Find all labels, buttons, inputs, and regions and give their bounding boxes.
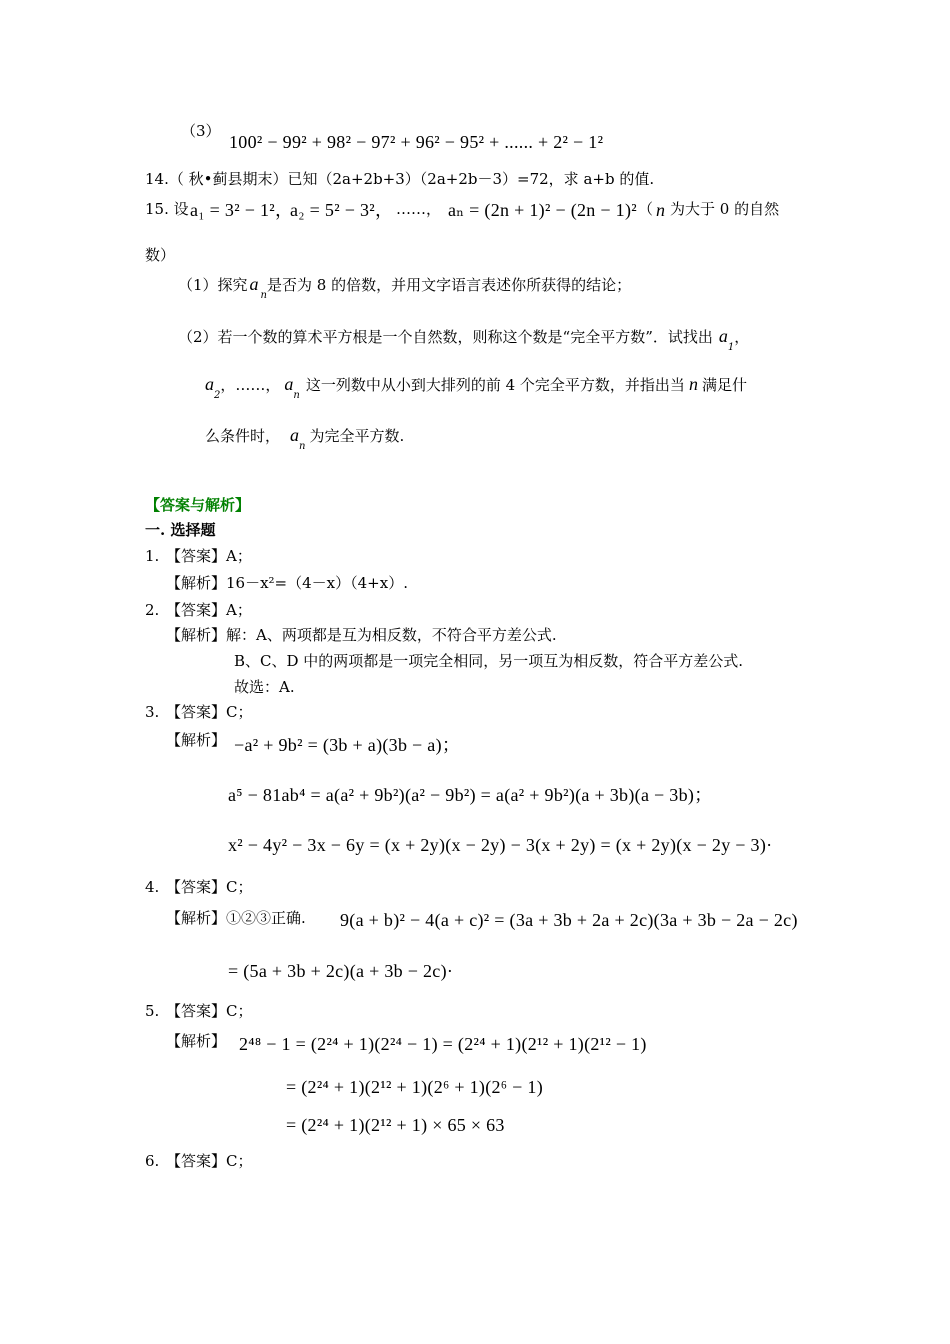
q15-part2c-text: 么条件时， (205, 427, 281, 445)
q15-part2b-tail: 满足什 (701, 376, 747, 394)
q15-dots: ……， (396, 200, 442, 218)
answer-5-ans: 【答案】C； (166, 1002, 253, 1020)
q15-paren: （ (638, 200, 654, 218)
answer-6-num: 6. (145, 1152, 160, 1170)
q15-part2-var: a (718, 326, 728, 346)
answer-4-line1: 9(a + b)² − 4(a + c)² = (3a + 3b + 2a + 2c)(3a + 3b − 2a − 2c) (340, 910, 798, 930)
q13-part3-label: （3） (181, 122, 221, 140)
q15-part2-comma: ， (734, 328, 750, 346)
question-14: 14.（ 秋•蓟县期末）已知（2a+2b+3）（2a+2b－3）=72，求 a+b 的值. (145, 170, 655, 188)
answer-5-line1: 2⁴⁸ − 1 = (2²⁴ + 1)(2²⁴ − 1) = (2²⁴ + 1)(2¹² + 1)(2¹² − 1) (239, 1034, 647, 1054)
q15-an: aₙ = (2n + 1)² − (2n − 1)² (448, 200, 637, 220)
q15-part2c-tail: 为完全平方数. (309, 427, 405, 445)
q15-part2 (178, 326, 750, 353)
q15-prefix: 15. 设 (145, 200, 189, 218)
answer-3-line1: −a² + 9b² = (3b + a)(3b − a)； (234, 735, 461, 755)
answer-2-exp2: B、C、D 中的两项都是一项完全相同，另一项互为相反数，符合平方差公式. (234, 652, 744, 670)
q15-part2b-n: n (688, 374, 698, 394)
q15-part2-line3 (205, 425, 405, 452)
q15-part2c-var: a (290, 425, 300, 445)
q15-part2-sub: 1 (727, 342, 735, 353)
q15-a1: a₁ = 3² − 1²， (190, 200, 294, 220)
q15-line2: 数） (145, 246, 176, 264)
answer-3-ans: 【答案】C； (166, 703, 253, 721)
q15-part2b-text: 这一列数中从小到大排列的前 4 个完全平方数，并指出当 (305, 376, 685, 394)
answer-3-label: 【解析】 (166, 731, 227, 749)
answer-5-num: 5. (145, 1002, 160, 1020)
q15-n: n (656, 200, 665, 220)
answer-5-label: 【解析】 (166, 1032, 227, 1050)
answer-2-exp3: 故选：A. (234, 678, 295, 696)
answer-3-num: 3. (145, 703, 160, 721)
q15-line1 (145, 200, 189, 218)
answer-1-ans: 【答案】A； (166, 547, 252, 565)
q15-part2b-sub1: 2 (214, 390, 221, 401)
answer-1-num: 1. (145, 547, 160, 565)
q15-part1-sub: n (260, 290, 267, 301)
q15-part1 (178, 274, 632, 301)
answer-4-line2: = (5a + 3b + 2c)(a + 3b − 2c)· (228, 961, 454, 981)
q15-part2b-sub2: n (293, 390, 300, 401)
q15-part1-tail: 是否为 8 的倍数，并用文字语言表述你所获得的结论； (267, 276, 632, 294)
q15-part2b-var2: a (284, 374, 294, 394)
answer-4-ans: 【答案】C； (166, 878, 253, 896)
answer-3-line3: x² − 4y² − 3x − 6y = (x + 2y)(x − 2y) − 3(x + 2y) = (x + 2y)(x − 2y − 3)· (228, 835, 773, 855)
answer-4-num: 4. (145, 878, 160, 896)
q15-part2c-sub: n (299, 441, 306, 452)
section-heading: 一. 选择题 (145, 521, 216, 539)
answer-6-ans: 【答案】C； (166, 1152, 253, 1170)
q15-tail: 为大于 0 的自然 (670, 200, 780, 218)
q15-part1-prefix: （1）探究 (178, 276, 248, 294)
q15-part2-text: （2）若一个数的算术平方根是一个自然数，则称这个数是“完全平方数”．试找出 (178, 328, 713, 346)
answer-1-exp: 【解析】16－x²=（4－x）（4+x）. (166, 574, 408, 592)
answers-heading: 【答案与解析】 (145, 496, 251, 514)
answer-3-line2: a⁵ − 81ab⁴ = a(a² + 9b²)(a² − 9b²) = a(a² + 9b²)(a + 3b)(a − 3b)； (228, 785, 713, 805)
q15-part1-var: a (249, 274, 259, 294)
answer-2-num: 2. (145, 601, 160, 619)
q15-a2: a₂ = 5² − 3²， (290, 200, 394, 220)
q15-part2b-dots: ，……， (220, 376, 281, 394)
q15-part2-line2 (205, 374, 747, 401)
answer-2-ans: 【答案】A； (166, 601, 252, 619)
answer-5-line3: = (2²⁴ + 1)(2¹² + 1) × 65 × 63 (286, 1115, 505, 1135)
answer-2-exp: 【解析】解：A、两项都是互为相反数，不符合平方差公式. (166, 626, 557, 644)
q13-part3-expression: 100² − 99² + 98² − 97² + 96² − 95² + ...... + 2² − 1² (229, 132, 604, 152)
answer-5-line2: = (2²⁴ + 1)(2¹² + 1)(2⁶ + 1)(2⁶ − 1) (286, 1077, 544, 1097)
answer-4-label: 【解析】①②③正确. (166, 909, 306, 927)
q15-part2b-var1: a (205, 374, 214, 394)
